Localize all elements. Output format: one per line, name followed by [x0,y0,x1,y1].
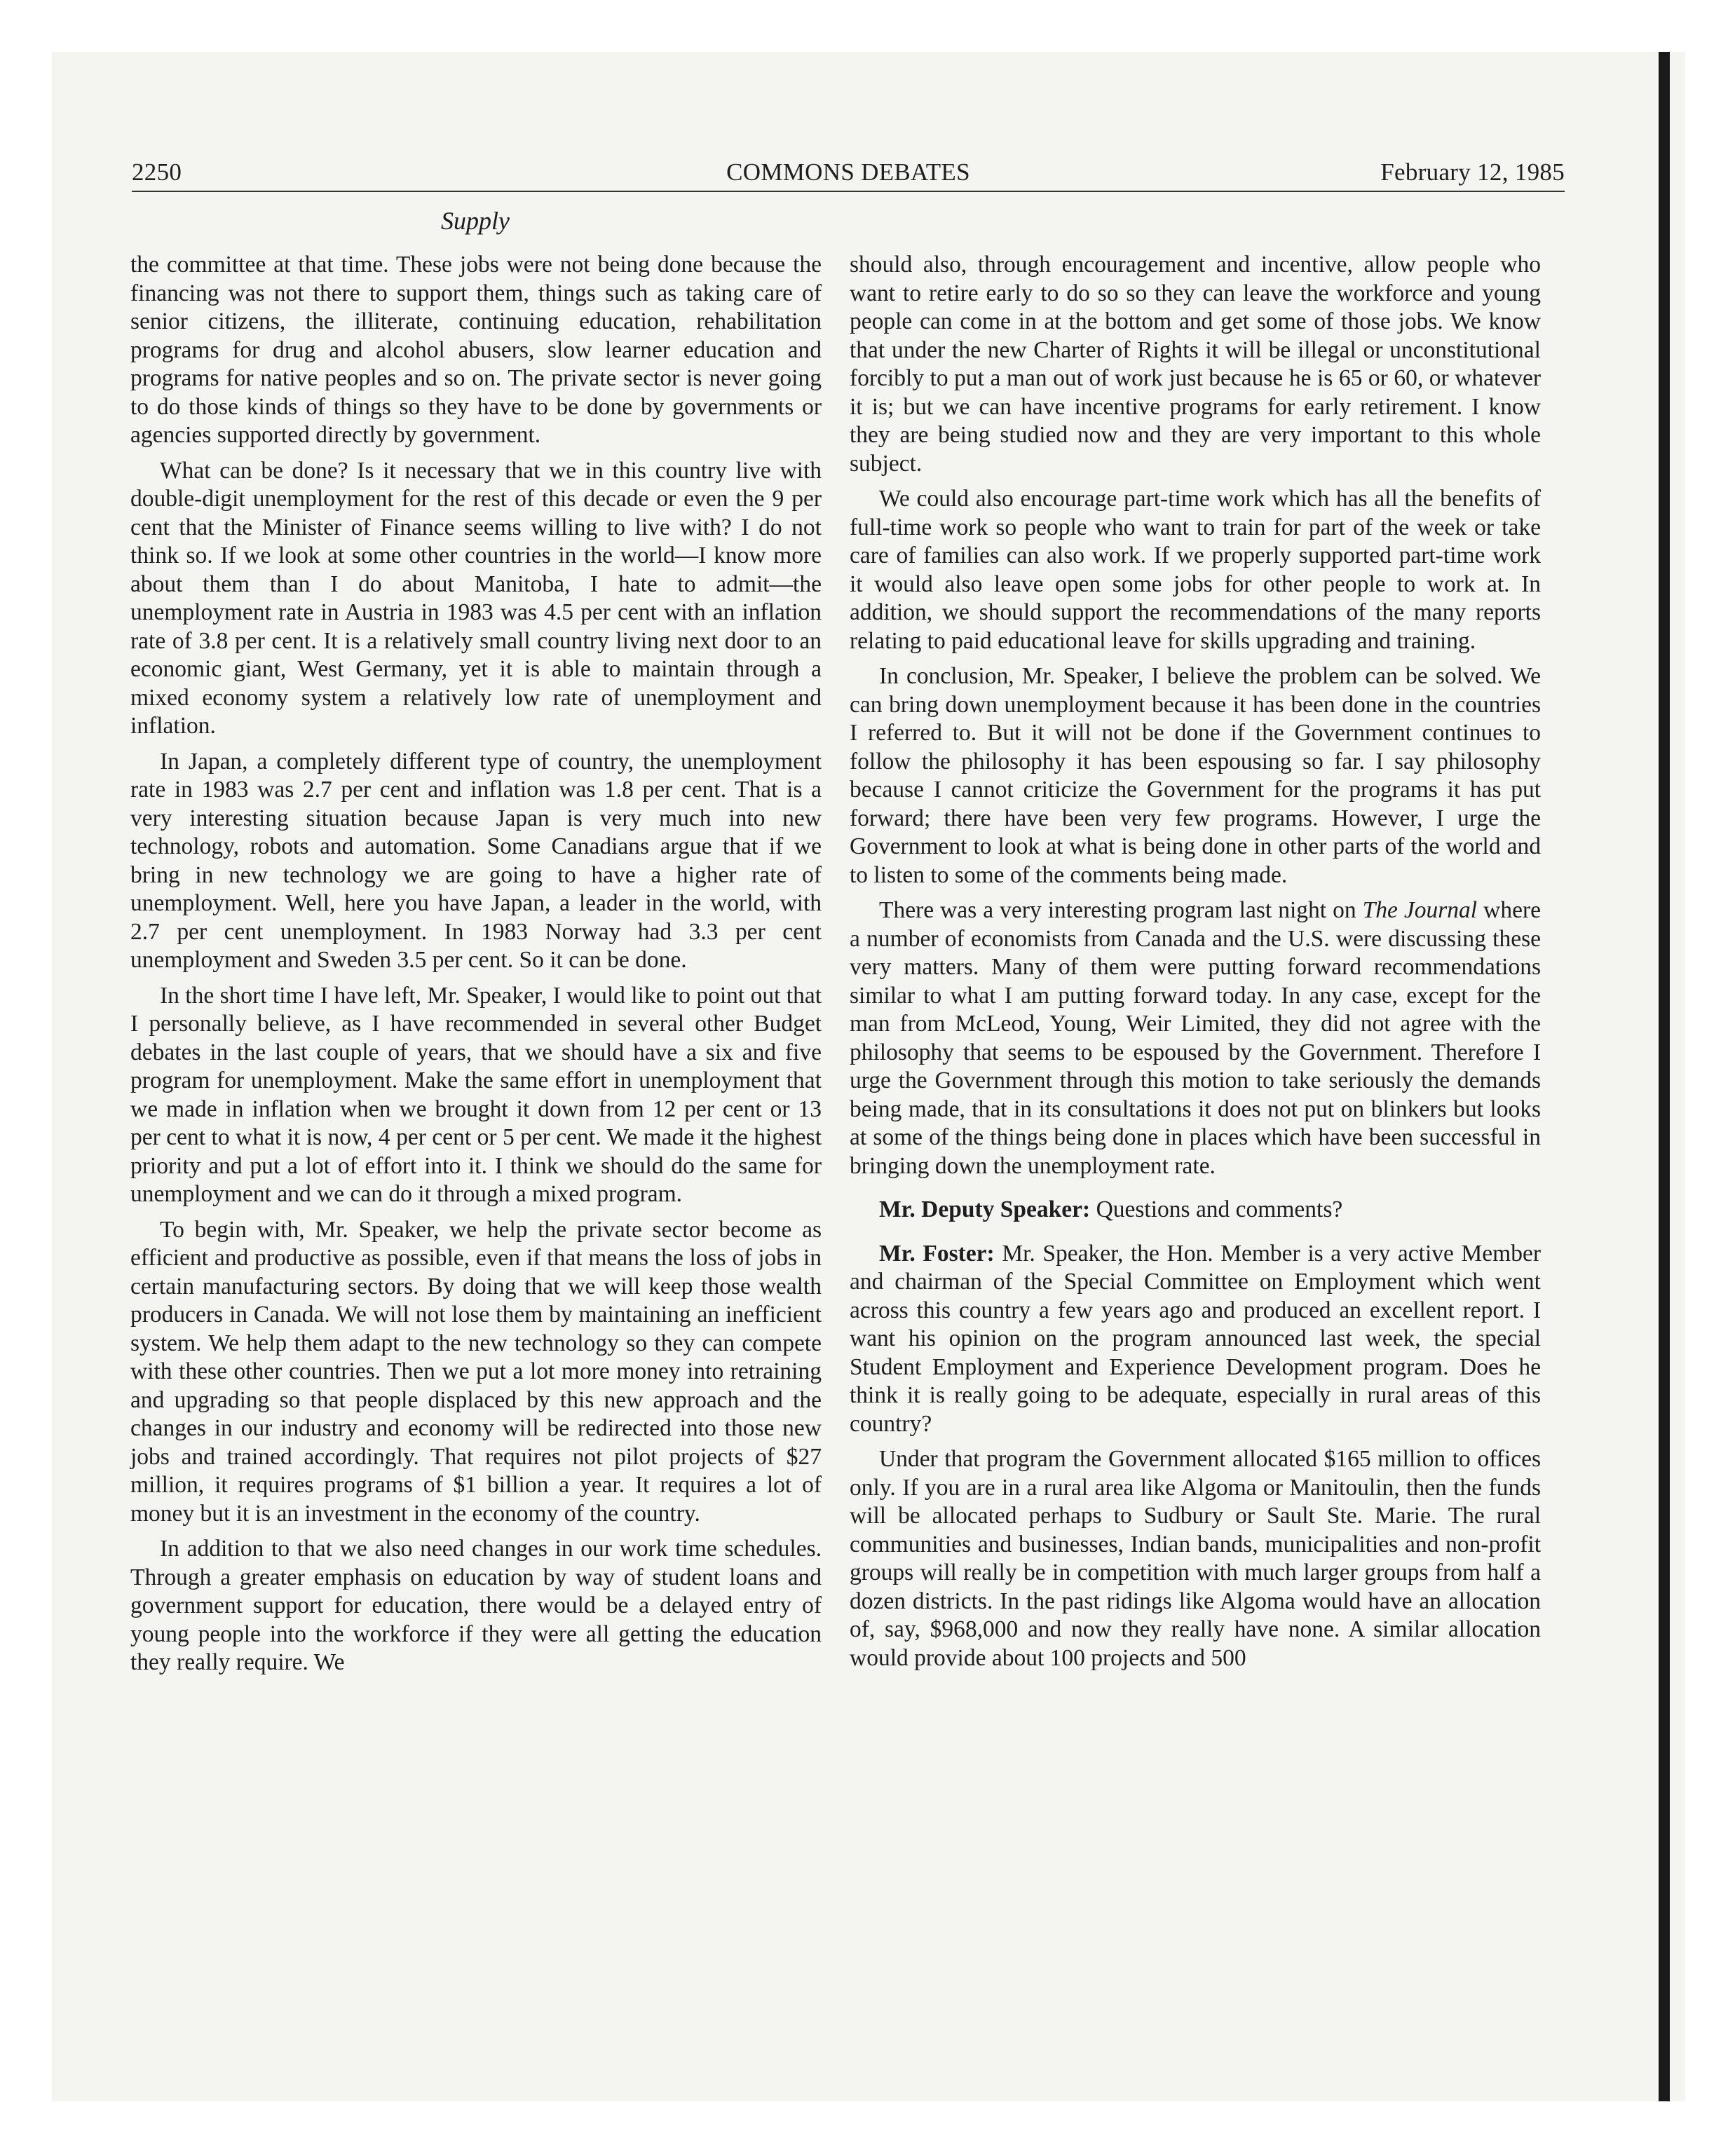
page-number: 2250 [132,158,182,186]
speaker-name: Mr. Deputy Speaker: [879,1196,1091,1222]
speech-deputy-speaker [850,1196,1541,1224]
paragraph: What can be done? Is it necessary that we in this country live with double-digit unemployment for the rest of this decade or even the 9 per cent that the Minister of Finance seems willing to live with? I do not think so. If we look at some other countries in the world—I know more about them than I do about Manitoba, I hate to admit—the unemployment rate in Austria in 1983 was 4.5 per cent with an inflation rate of 3.8 per cent. It is a relatively small country living next door to an economic giant, West Germany, yet it is able to maintain through a mixed economy system a relatively low rate of unemployment and inflation. [130,457,822,739]
paragraph: should also, through encouragement and incentive, allow people who want to retire early to do so so they can leave the workforce and young people can come in at the bottom and get some of those jobs. We know that under the new Charter of Rights it will be illegal or unconstitutional forcibly to put a man out of work just because he is 65 or 60, or whatever it is; but we can have incentive programs for early retirement. I know they are being studied now and they are very important to this whole subject. [850,252,1541,477]
publication-title: COMMONS DEBATES [726,158,970,186]
speech-text: Questions and comments? [1090,1196,1343,1222]
paragraph-text: There was a very interesting program last night on [879,897,1363,923]
program-title: The Journal [1362,897,1478,923]
header-rule [132,191,1565,192]
paragraph: Under that program the Government allocated $165 million to offices only. If you are in a rural area like Algoma or Manitoulin, then the funds will be allocated perhaps to Sudbury or Sault Ste. Marie. The rural communities and businesses, Indian bands, municipalities and non-profit groups will really be in competition with much larger groups from half a dozen districts. In the past ridings like Algoma would have an allocation of, say, $968,000 and now they really have none. A similar allocation would provide about 100 projects and 500 [850,1446,1541,1671]
paragraph-text: where a number of economists from Canada and the U.S. were discussing these very matters. Many of them were putting forward recommendations similar to what I am putting forward today. In any case, except for the man from McLeod, Young, Weir Limited, they did not agree with the philosophy that seems to be espoused by the Government. Therefore I urge the Government through this motion to take seriously the demands being made, that in its consultations it does not put on blinkers but looks at some of the things being done in places which have been successful in bringing down the unemployment rate. [850,897,1541,1179]
speech-foster [850,1240,1541,1439]
paragraph: In conclusion, Mr. Speaker, I believe the problem can be solved. We can bring down unemployment because it has been done in the countries I referred to. But it will not be done if the Government continues to follow the philosophy it has been espousing so far. I say philosophy because I cannot criticize the Government for the programs it has put forward; there have been very few programs. However, I urge the Government to look at what is being done in other parts of the world and to listen to some of the comments being made. [850,663,1541,888]
paragraph: In the short time I have left, Mr. Speaker, I would like to point out that I personally believe, as I have recommended in several other Budget debates in the last couple of years, that we should have a six and five program for unemployment. Make the same effort in unemployment that we made in inflation when we brought it down from 12 per cent or 13 per cent to what it is now, 4 per cent or 5 per cent. We made it the highest priority and put a lot of effort into it. I think we should do the same for unemployment and we can do it through a mixed program. [130,982,822,1207]
paragraph: To begin with, Mr. Speaker, we help the private sector become as efficient and productive as possible, even if that means the loss of jobs in certain manufacturing sectors. By doing that we will keep those wealth producers in Canada. We will not lose them by maintaining an inefficient system. We help them adapt to the new technology so they can compete with these other countries. Then we put a lot more money into retraining and upgrading so that people displaced by this new approach and the changes in our industry and economy will be redirected into those new jobs and trained accordingly. That requires not pilot projects of $27 million, it requires programs of $1 billion a year. It requires a lot of money but it is an investment in the economy of the country. [130,1216,822,1527]
page-edge-shadow [1659,52,1670,2101]
speaker-name: Mr. Foster: [879,1240,995,1267]
page-date: February 12, 1985 [1380,158,1565,186]
paragraph: We could also encourage part-time work which has all the benefits of full-time work so people who want to train for part of the week or take care of families can also work. If we properly supported part-time work it would also leave open some jobs for other people to work at. In addition, we should support the recommendations of the many reports relating to paid educational leave for skills upgrading and training. [850,486,1541,654]
paragraph [850,896,1541,1180]
section-label: Supply [441,207,510,235]
right-column [850,251,1541,1679]
left-column [130,251,822,1684]
paragraph: In Japan, a completely different type of country, the unemployment rate in 1983 was 2.7 per cent and inflation was 1.8 per cent. That is a very interesting situation because Japan is very much into new technology, robots and automation. Some Canadians argue that if we bring in new technology we are going to have a higher rate of unemployment. Well, here you have Japan, a leader in the world, with 2.7 per cent unemployment. In 1983 Norway had 3.3 per cent unemployment and Sweden 3.5 per cent. So it can be done. [130,748,822,973]
paragraph: the committee at that time. These jobs were not being done because the financing was not there to support them, things such as taking care of senior citizens, the illiterate, continuing education, rehabilitation programs for drug and alcohol abusers, slow learner education and programs for native peoples and so on. The private sector is never going to do those kinds of things so they have to be done by governments or agencies supported directly by government. [130,252,822,448]
speech-text: Mr. Speaker, the Hon. Member is a very active Member and chairman of the Special Committee on Employment which went across this country a few years ago and produced an excellent report. I want his opinion on the program announced last week, the special Student Employment and Experience Development program. Does he think it is really going to be adequate, especially in rural areas of this country? [850,1240,1542,1437]
page-header [132,158,1565,193]
paragraph: In addition to that we also need changes in our work time schedules. Through a greater emphasis on education by way of student loans and government support for education, there would be a delayed entry of young people into the workforce if they were all getting the education they really require. We [130,1536,822,1675]
